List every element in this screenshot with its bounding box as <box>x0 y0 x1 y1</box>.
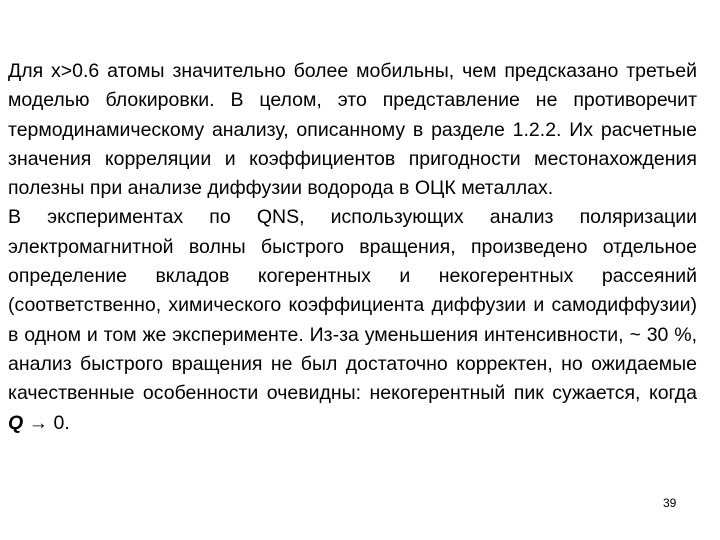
paragraph-2-main-text: В экспериментах по QNS, использующих анализ поляризации электромагнитной волны быстрого вращения, произведено отдельное определение вкладов когерентных и некогерентных рассеяний (соответственно, химического коэффициента диффузии и самодиффузии) в одном и том же эксперименте. Из-за уменьшения интенсивности, ~ 30 %, анализ быстрого вращения не был достаточно корректен, но ожидаемые качественные особенности очевидны: некогерентный пик сужается, когда <box>8 206 697 405</box>
paragraph-2 <box>8 203 697 437</box>
q-symbol: Q <box>8 411 24 434</box>
paragraph-1: Для x>0.6 атомы значительно более мобильны, чем предсказано третьей моделью блокировки. В целом, это представление не противоречит термодинамическому анализу, описанному в разделе 1.2.2. Их расчетные значения корреляции и коэффициентов пригодности местонахождения полезны при анализе диффузии водорода в ОЦК металлах. <box>8 60 697 200</box>
slide-body <box>8 57 697 438</box>
paragraph-2-tail-text: → 0. <box>23 411 70 434</box>
page-number: 39 <box>663 496 677 510</box>
